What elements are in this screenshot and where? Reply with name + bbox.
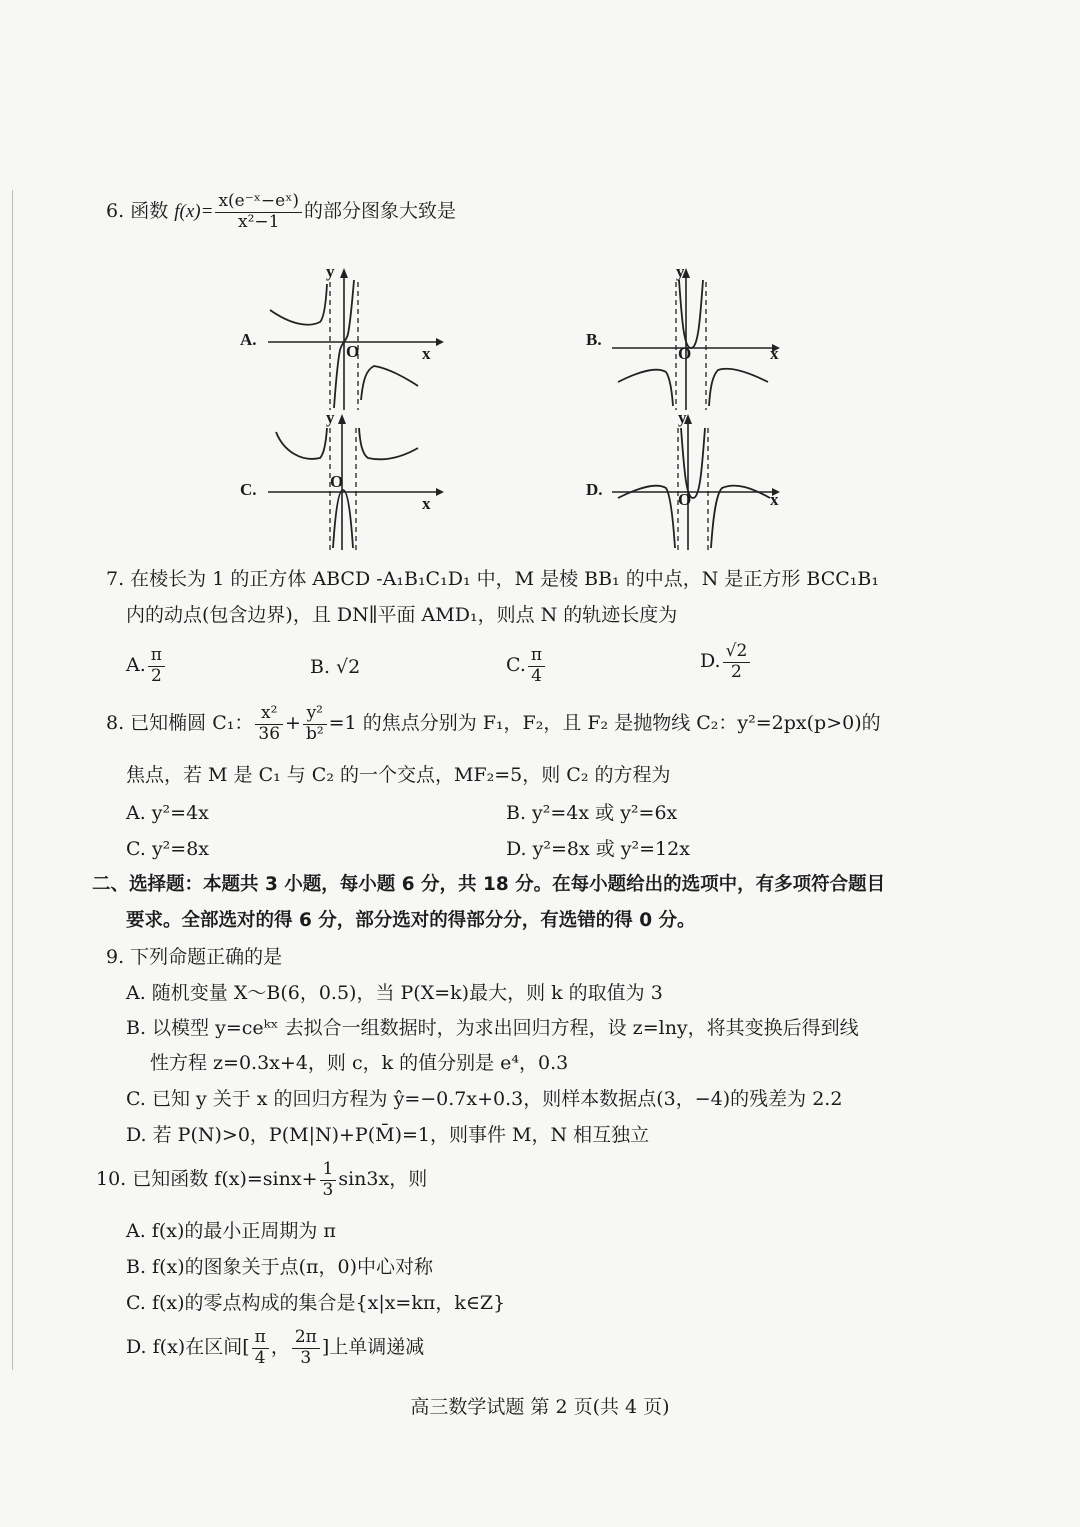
q6-option-a-label: A. <box>240 330 257 349</box>
q7-option-d-fraction <box>723 642 751 682</box>
section-2-heading-line2: 要求。全部选对的得 6 分，部分选对的得部分分，有选错的得 0 分。 <box>126 910 696 931</box>
q6-option-c-label: C. <box>240 480 257 499</box>
q10-stem <box>96 1160 427 1200</box>
denominator: 3 <box>292 1348 320 1369</box>
q6-option-b-label: B. <box>586 330 602 349</box>
q7-option-c-fraction <box>528 646 545 686</box>
denominator: 3 <box>320 1180 337 1201</box>
curve-middle <box>333 490 353 548</box>
q8-pre: 8. 已知椭圆 C₁： <box>106 712 254 735</box>
q10-option-a: A. f(x)的最小正周期为 π <box>126 1220 336 1242</box>
q9-option-a: A. 随机变量 X～B(6，0.5)，当 P(X=k)最大，则 k 的取值为 3 <box>126 982 663 1004</box>
curve-right <box>709 369 768 406</box>
origin-label: O <box>346 342 360 361</box>
numerator: π <box>530 645 543 665</box>
q8-option-b: B. y²=4x 或 y²=6x <box>506 802 678 824</box>
q9-option-b-line1: B. 以模型 y=ceᵏˣ 去拟合一组数据时，为求出回归方程，设 z=lny，将其变换后得到线 <box>126 1017 859 1039</box>
x-axis-label: x <box>770 344 779 363</box>
curve-right <box>711 486 770 548</box>
x-arrow <box>436 488 444 496</box>
q6-numerator: x(e⁻ˣ−eˣ) <box>218 191 300 211</box>
q6-option-d-label: D. <box>586 480 603 499</box>
q9-option-c: C. 已知 y 关于 x 的回归方程为 ŷ=−0.7x+0.3，则样本数据点(3，−4)的残差为 2.2 <box>126 1088 843 1110</box>
q10-option-b: B. f(x)的图象关于点(π，0)中心对称 <box>126 1256 434 1278</box>
q7-option-c <box>506 646 547 686</box>
q6-graph-a <box>268 262 448 412</box>
y-arrow <box>338 414 346 424</box>
q10-option-c: C. f(x)的零点构成的集合是{x|x=kπ，k∈Z} <box>126 1292 506 1314</box>
numerator: √2 <box>725 641 748 661</box>
curve-middle <box>681 428 705 498</box>
x-axis-label: x <box>422 344 431 363</box>
curve-left <box>276 428 327 459</box>
x-arrow <box>436 338 444 346</box>
q8-option-d: D. y²=8x 或 y²=12x <box>506 838 690 860</box>
q10-fraction <box>320 1160 337 1200</box>
q9-option-d: D. 若 P(N)>0，P(M|N)+P(M̄)=1，则事件 M，N 相互独立 <box>126 1124 650 1146</box>
numerator: π <box>150 645 162 665</box>
q7-option-b: B. √2 <box>310 656 361 678</box>
q6-f-label: f(x)= <box>174 201 214 223</box>
q6-graph-d <box>612 408 792 553</box>
x-axis-label: x <box>422 494 431 513</box>
y-axis-label: y <box>678 408 687 427</box>
y-axis-label: y <box>676 262 685 281</box>
q8-fraction-1 <box>255 704 283 744</box>
q9-option-b-line2: 性方程 z=0.3x+4，则 c，k 的值分别是 e⁴，0.3 <box>150 1052 569 1074</box>
section-2-heading-line1: 二、选择题：本题共 3 小题，每小题 6 分，共 18 分。在每小题给出的选项中，有多项符合题目 <box>92 874 886 895</box>
curve-right <box>359 428 418 459</box>
q6-denominator: x²−1 <box>215 212 302 233</box>
q8-post: =1 的焦点分别为 F₁，F₂，且 F₂ 是抛物线 C₂：y²=2px(p>0)的 <box>328 712 881 735</box>
q7-option-a-fraction <box>148 646 165 686</box>
q7-option-a-label: A. <box>126 654 146 677</box>
q6-fraction <box>215 192 302 232</box>
denominator: 2 <box>148 666 165 687</box>
q6-graph-c <box>268 408 448 553</box>
q10-option-d-pre: D. f(x)在区间[ <box>126 1336 250 1359</box>
y-arrow <box>340 268 348 278</box>
q7-option-d <box>700 642 752 682</box>
origin-label: O <box>678 490 692 509</box>
denominator: 4 <box>252 1348 269 1369</box>
numerator: π <box>254 1327 266 1347</box>
numerator: x² <box>260 703 278 723</box>
y-axis-label: y <box>326 408 335 427</box>
q6-stem-post: 的部分图象大致是 <box>304 200 457 223</box>
q8-line1 <box>106 704 881 744</box>
q10-option-d-fraction-1 <box>252 1328 269 1368</box>
q10-option-d-fraction-2 <box>292 1328 320 1368</box>
origin-label: O <box>330 472 344 491</box>
q9-stem: 9. 下列命题正确的是 <box>106 946 283 968</box>
q6-stem-pre: 函数 <box>130 200 169 223</box>
curve-left <box>270 284 327 325</box>
q7-option-a <box>126 646 167 686</box>
q10-option-d-post: ]上单调递减 <box>321 1336 425 1359</box>
curve-left <box>618 370 673 406</box>
y-axis-label: y <box>326 262 335 281</box>
q10-option-d-comma: ， <box>270 1336 290 1359</box>
denominator: 36 <box>255 724 283 745</box>
q10-post: sin3x，则 <box>338 1168 428 1191</box>
origin-label: O <box>678 344 692 363</box>
denominator: 4 <box>528 666 545 687</box>
x-axis-label: x <box>770 490 779 509</box>
denominator: b² <box>303 724 327 745</box>
numerator: y² <box>306 703 323 723</box>
q7-option-d-label: D. <box>700 650 721 673</box>
denominator: 2 <box>723 662 751 683</box>
q8-line2: 焦点，若 M 是 C₁ 与 C₂ 的一个交点，MF₂=5，则 C₂ 的方程为 <box>126 764 671 786</box>
q6-number: 6. <box>106 200 125 223</box>
scan-edge <box>12 190 13 1370</box>
q10-option-d <box>126 1328 424 1368</box>
curve-right <box>361 366 418 400</box>
q7-line1: 7. 在棱长为 1 的正方体 ABCD -A₁B₁C₁D₁ 中，M 是棱 BB₁ 的中点，N 是正方形 BCC₁B₁ <box>106 568 880 590</box>
curve-middle <box>679 280 703 348</box>
q7-option-c-label: C. <box>506 654 526 677</box>
numerator: 1 <box>322 1159 334 1179</box>
q6-stem <box>106 192 456 232</box>
q10-pre: 10. 已知函数 f(x)=sinx+ <box>96 1168 318 1191</box>
page-footer: 高三数学试题 第 2 页(共 4 页) <box>410 1396 670 1418</box>
numerator: 2π <box>294 1327 317 1347</box>
q7-line2: 内的动点(包含边界)，且 DN∥平面 AMD₁，则点 N 的轨迹长度为 <box>126 604 678 626</box>
curve-left <box>618 486 675 548</box>
q6-graph-b <box>612 262 792 412</box>
q8-option-c: C. y²=8x <box>126 838 210 860</box>
q8-plus: + <box>285 712 301 735</box>
q8-option-a: A. y²=4x <box>126 802 209 824</box>
q8-fraction-2 <box>303 704 327 744</box>
